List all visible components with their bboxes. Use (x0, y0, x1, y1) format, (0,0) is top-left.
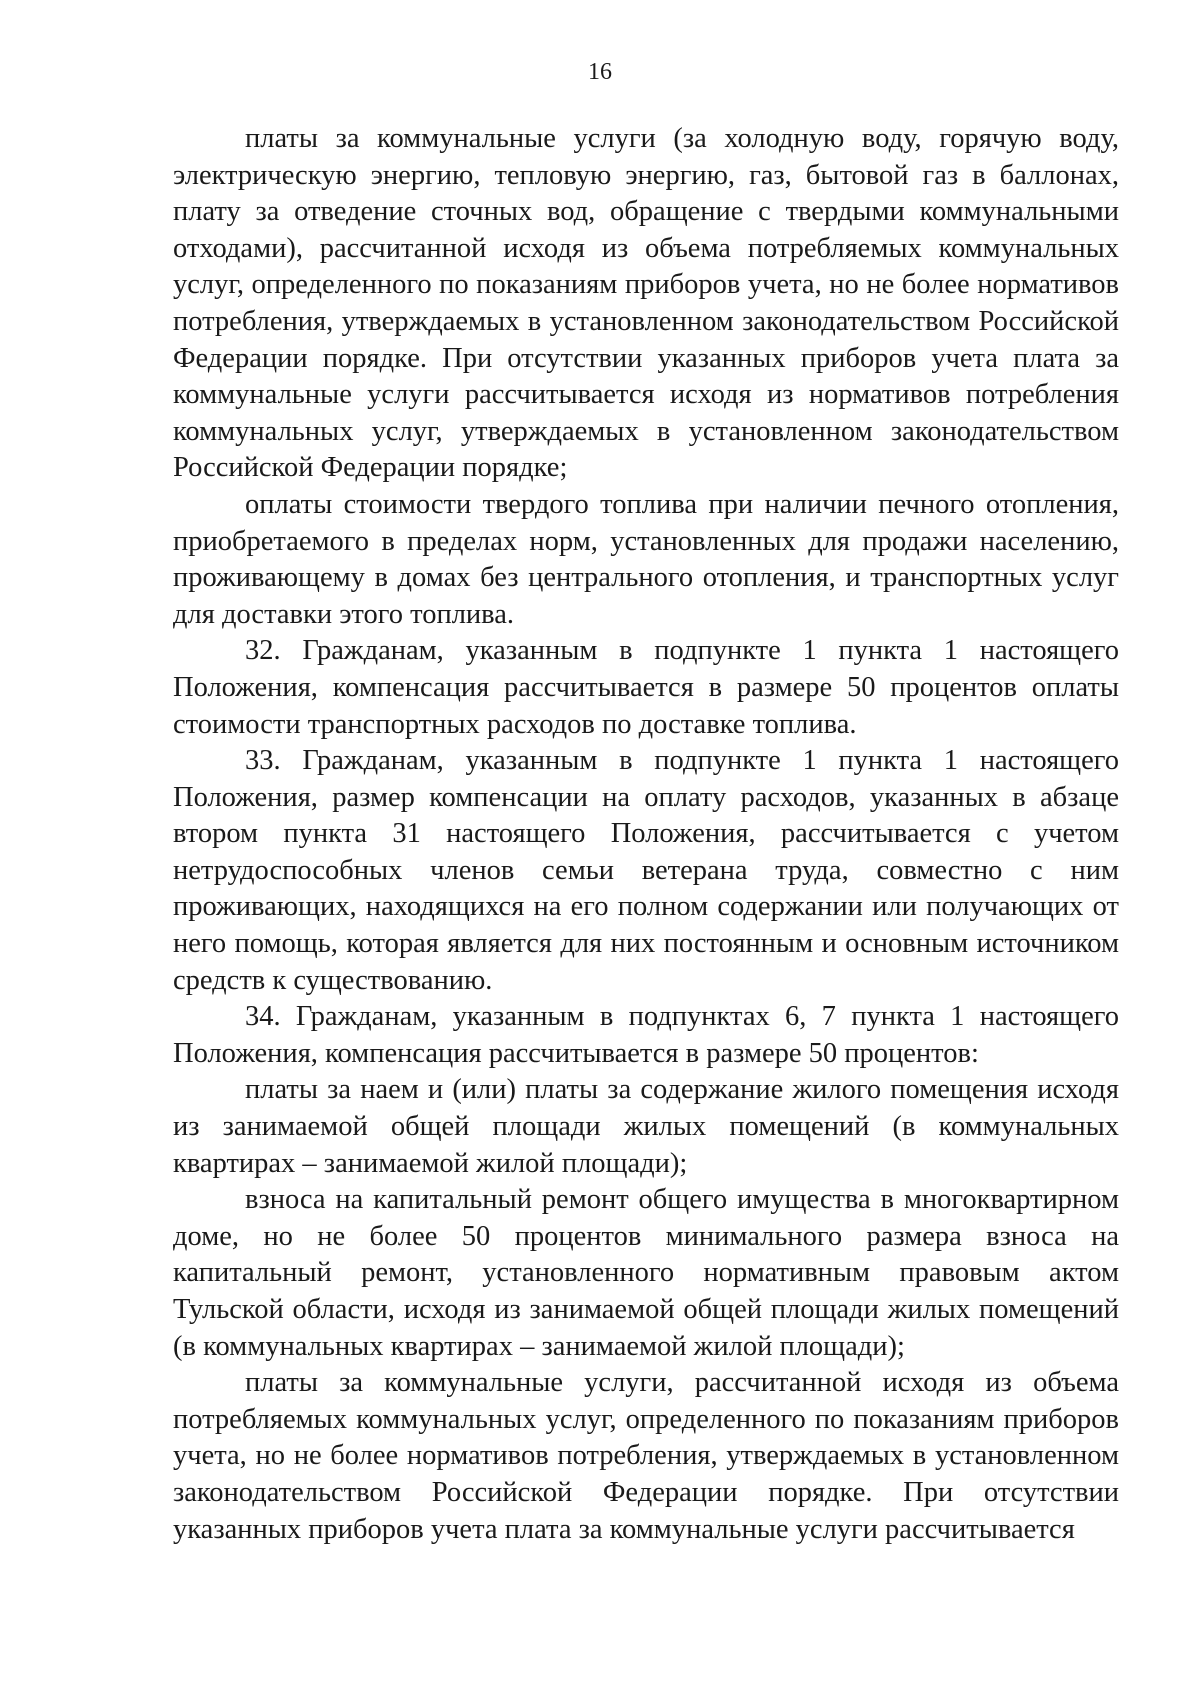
document-body (173, 121, 1119, 1548)
paragraph-clause-33: 33. Гражданам, указанным в подпункте 1 пункта 1 настоящего Положения, размер компенсации на оплату расходов, указанных в абзаце втором пункта 31 настоящего Положения, рассчитывается с учетом нетрудоспособных членов семьи ветерана труда, совместно с ним проживающих, находящихся на его полном содержании или получающих от него помощь, которая является для них постоянным и основным источником средств к существованию. (173, 745, 1119, 996)
paragraph-utilities-continued: платы за коммунальные услуги, рассчитанной исходя из объема потребляемых коммунальных услуг, определенного по показаниям приборов учета, но не более нормативов потребления, утверждаемых в установленном законодательством Российской Федерации порядке. При отсутствии указанных приборов учета плата за коммунальные услуги рассчитывается (173, 1367, 1119, 1545)
paragraph-utilities-payment: платы за коммунальные услуги (за холодную воду, горячую воду, электрическую энергию, тепловую энергию, газ, бытовой газ в баллонах, плату за отведение сточных вод, обращение с твердыми коммунальными отходами), рассчитанной исходя из объема потребляемых коммунальных услуг, определенного по показаниям приборов учета, но не более нормативов потребления, утверждаемых в установленном законодательством Российской Федерации порядке. При отсутствии указанных приборов учета плата за коммунальные услуги рассчитывается исходя из нормативов потребления коммунальных услуг, утверждаемых в установленном законодательством Российской Федерации порядке; (173, 123, 1119, 484)
paragraph-rent-payment: платы за наем и (или) платы за содержание жилого помещения исходя из занимаемой общей площади жилых помещений (в коммунальных квартирах – занимаемой жилой площади); (173, 1074, 1119, 1179)
paragraph-clause-32: 32. Гражданам, указанным в подпункте 1 пункта 1 настоящего Положения, компенсация рассчитывается в размере 50 процентов оплаты стоимости транспортных расходов по доставке топлива. (173, 635, 1119, 740)
paragraph-solid-fuel: оплаты стоимости твердого топлива при наличии печного отопления, приобретаемого в пределах норм, установленных для продажи населению, проживающему в домах без центрального отопления, и транспортных услуг для доставки этого топлива. (173, 488, 1119, 630)
paragraph-clause-34: 34. Гражданам, указанным в подпунктах 6, 7 пункта 1 настоящего Положения, компенсация рассчитывается в размере 50 процентов: (173, 1001, 1119, 1069)
paragraph-capital-repair: взноса на капитальный ремонт общего имущества в многоквартирном доме, но не более 50 процентов минимального размера взноса на капитальный ремонт, установленного нормативным правовым актом Тульской области, исходя из занимаемой общей площади жилых помещений (в коммунальных квартирах – занимаемой жилой площади); (173, 1184, 1119, 1362)
page-number: 16 (588, 59, 612, 85)
